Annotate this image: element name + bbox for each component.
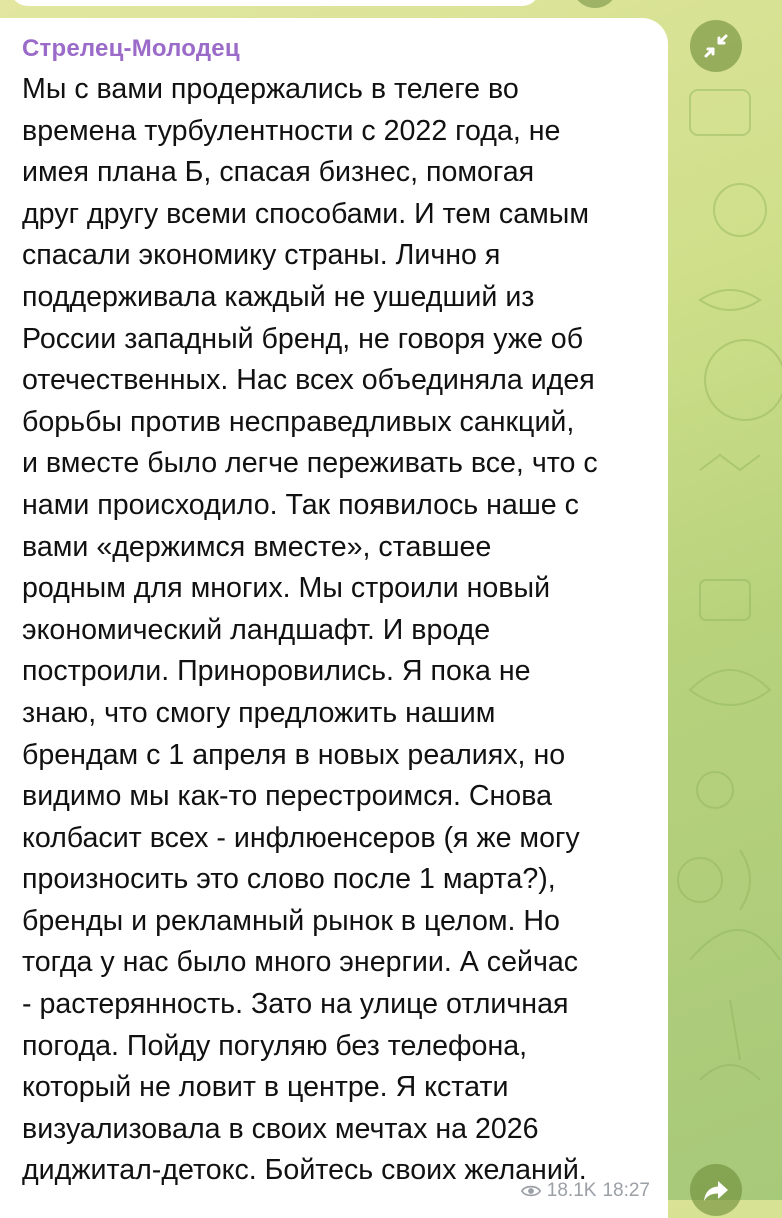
message-line: борьбы против несправедливых санкций, (22, 405, 575, 438)
collapse-arrows-icon (702, 32, 730, 60)
message-line: - растерянность. Зато на улице отличная (22, 988, 569, 1021)
message-line: имея плана Б, спасая бизнес, помогая (22, 156, 535, 189)
message-text (22, 69, 662, 1192)
eye-icon (521, 1181, 541, 1201)
message-line: знаю, что смогу предложить нашим (22, 696, 496, 729)
message-line: друг другу всеми способами. И тем самым (22, 197, 590, 230)
message-meta (521, 1180, 650, 1202)
message-line: произносить это слово после 1 марта?), (22, 863, 556, 896)
message-line: России западный бренд, не говоря уже об (22, 322, 584, 355)
message-line: построили. Приноровились. Я пока не (22, 655, 531, 688)
message-line: визуализовала в своих мечтах на 2026 (22, 1112, 539, 1145)
message-line: времена турбулентности с 2022 года, не (22, 114, 561, 147)
message-line: который не ловит в центре. Я кстати (22, 1071, 509, 1104)
message-line: брендам с 1 апреля в новых реалиях, но (22, 738, 566, 771)
message-line: отечественных. Нас всех объединяла идея (22, 364, 595, 397)
message-line: родным для многих. Мы строили новый (22, 572, 551, 605)
message-line: видимо мы как-то перестроимся. Снова (22, 780, 552, 813)
message-line: поддерживала каждый не ушедший из (22, 280, 535, 313)
previous-message-bubble (10, 0, 540, 6)
message-line: Мы с вами продержались в телеге во (22, 73, 519, 105)
collapse-button[interactable] (690, 20, 742, 72)
message-line: экономический ландшафт. И вроде (22, 613, 491, 646)
message-line: колбасит всех - инфлюенсеров (я же могу (22, 821, 580, 854)
view-count: 18.1K (546, 1180, 597, 1201)
message-line: бренды и рекламный рынок в целом. Но (22, 904, 560, 937)
message-line: вами «держимся вместе», ставшее (22, 530, 492, 563)
message-line: спасали экономику страны. Лично я (22, 239, 501, 272)
previous-message-button[interactable] (572, 0, 618, 8)
message-line: погода. Пойду погуляю без телефона, (22, 1029, 528, 1062)
share-button[interactable] (690, 1164, 742, 1216)
message-line: и вместе было легче переживать все, что с (22, 447, 598, 480)
message-author[interactable]: Стрелец-Молодец (22, 35, 240, 62)
message-line: тогда у нас было много энергии. А сейчас (22, 946, 579, 979)
message-time: 18:27 (602, 1180, 650, 1201)
message-line: диджитал-детокс. Бойтесь своих желаний. (22, 1154, 587, 1187)
message-line: нами происходило. Так появилось наше с (22, 488, 579, 521)
